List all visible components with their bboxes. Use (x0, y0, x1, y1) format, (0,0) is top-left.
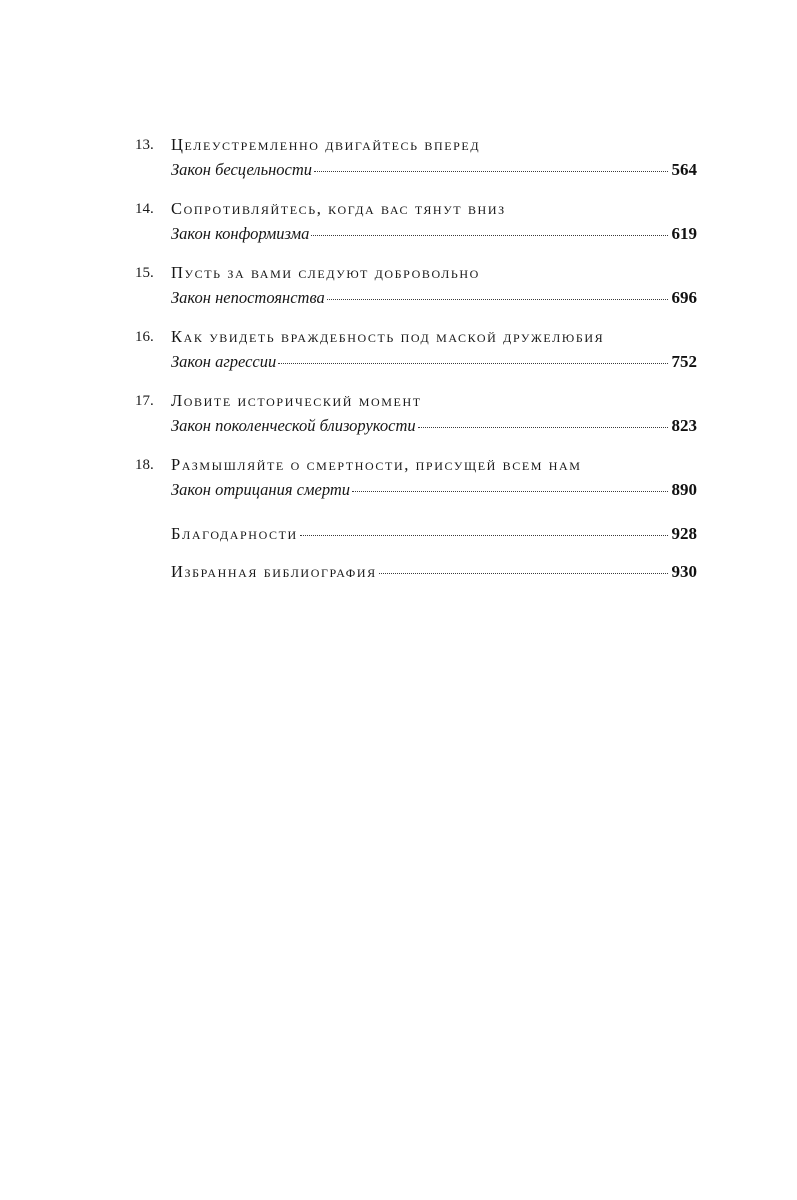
dot-leader (352, 491, 667, 492)
chapter-number: 14. (135, 201, 154, 217)
law-line[interactable] (171, 159, 697, 183)
dot-leader (314, 171, 668, 172)
chapter-heading (0, 198, 797, 222)
chapter-heading (0, 262, 797, 286)
page-number: 752 (671, 352, 697, 371)
chapter-number: 15. (135, 265, 154, 281)
law-line[interactable] (171, 223, 697, 247)
chapter-number: 18. (135, 457, 154, 473)
law-title: Закон поколенческой близорукости (171, 416, 416, 435)
page-number: 696 (671, 288, 697, 307)
dot-leader (300, 535, 668, 536)
law-title: Закон отрицания смерти (171, 480, 351, 499)
toc-entry-bibliography[interactable] (171, 561, 697, 585)
chapter-title[interactable]: Размышляйте о смертности, присущей всем нам (171, 455, 582, 474)
page-number: 564 (671, 160, 697, 179)
dot-leader (418, 427, 668, 428)
law-title: Закон агрессии (171, 352, 277, 371)
page-number: 930 (671, 562, 697, 581)
chapter-heading (0, 134, 797, 158)
chapter-title[interactable]: Целеустремленно двигайтесь вперед (171, 135, 481, 154)
chapter-number: 17. (135, 393, 154, 409)
toc-entry-acknowledgements[interactable] (171, 523, 697, 547)
page-number: 823 (671, 416, 697, 435)
dot-leader (379, 573, 668, 574)
chapter-title[interactable]: Как увидеть враждебность под маской дружелюбия (171, 327, 605, 346)
chapter-title[interactable]: Ловите исторический момент (171, 391, 422, 410)
dot-leader (327, 299, 668, 300)
chapter-number: 13. (135, 137, 154, 153)
law-title: Закон бесцельности (171, 160, 312, 179)
dot-leader (278, 363, 667, 364)
chapter-title[interactable]: Пусть за вами следуют добровольно (171, 263, 480, 282)
chapter-heading (0, 326, 797, 350)
page-number: 619 (671, 224, 697, 243)
bibliography-title: Избранная библиография (171, 562, 377, 581)
law-title: Закон непостоянства (171, 288, 325, 307)
chapter-title[interactable]: Сопротивляйтесь, когда вас тянут вниз (171, 199, 506, 218)
page-number: 890 (671, 480, 697, 499)
dot-leader (311, 235, 667, 236)
chapter-heading (0, 454, 797, 478)
law-line[interactable] (171, 351, 697, 375)
law-line[interactable] (171, 287, 697, 311)
law-title: Закон конформизма (171, 224, 310, 243)
law-line[interactable] (171, 415, 697, 439)
law-line[interactable] (171, 479, 697, 503)
chapter-number: 16. (135, 329, 154, 345)
page-number: 928 (671, 524, 697, 543)
acknowledgements-title: Благодарности (171, 524, 298, 543)
chapter-heading (0, 390, 797, 414)
